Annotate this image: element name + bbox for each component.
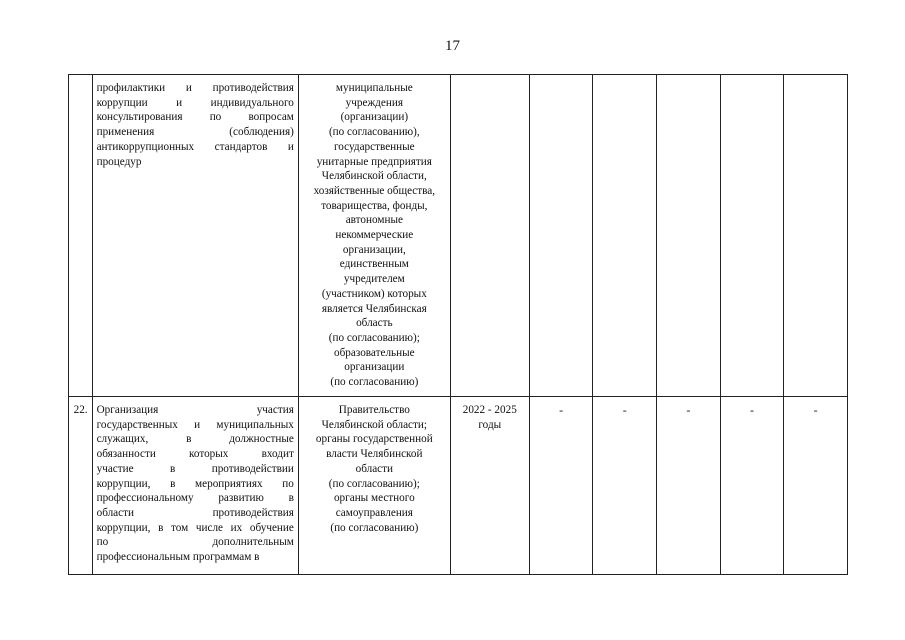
executor-line: (организации) [340,111,409,124]
executor-line: (по согласованию), [328,126,420,139]
measure-name-line: государственных и муниципальных [96,418,294,431]
executor-line: организации, [342,243,406,256]
table-row [69,75,848,397]
executor-line: хозяйственные общества, [313,184,436,197]
measure-name-cell [92,397,298,575]
value-cell [720,75,784,397]
measure-name-line: коррупции, в мероприятиях по [96,477,294,490]
term-cell [450,397,529,575]
measure-name-line: участие в противодействии [96,462,294,475]
value-cell: - [529,397,593,575]
measure-name-line: применения (соблюдения) [96,126,294,139]
page-number: 17 [445,38,460,54]
executor-line: некоммерческие [335,229,414,242]
executor-cell [298,75,450,397]
value-cell [784,75,848,397]
measure-name-cell [92,75,298,397]
measures-table [68,74,848,575]
executor-line: унитарные предприятия [316,155,432,168]
executor-line: учредителем [343,273,405,286]
measure-name-line: обязанности которых входит [96,448,294,461]
term-line: 2022 - 2025 [462,404,517,416]
executor-line: Челябинской области, [321,170,427,183]
executor-line: муниципальные [335,82,413,94]
executor-line: (по согласованию) [330,376,419,389]
executor-line: единственным [339,258,409,271]
executor-line: (по согласованию); [328,331,420,344]
measure-name-line: по дополнительным [96,536,294,549]
measure-name-line: коррупции, в том числе их обучение [96,521,294,534]
executor-line: (участником) которых [321,287,427,300]
executor-line: является Челябинская [321,302,427,315]
executor-line: органы государственной [315,433,433,446]
executor-line: Челябинской области; [321,418,427,431]
measure-name-line: антикоррупционных стандартов и [96,140,294,153]
executor-line: (по согласованию) [330,521,419,534]
value-cell [593,75,657,397]
executor-line: (по согласованию); [328,477,420,490]
executor-line: власти Челябинской [326,448,423,461]
table-row [69,397,848,575]
value-cell: - [784,397,848,575]
executor-line: автономные [345,214,403,227]
measure-name-line: профилактики и противодействия [96,82,294,94]
value-cell: - [657,397,721,575]
executor-line: государственные [334,140,415,153]
measure-name-line: консультирования по вопросам [96,111,294,124]
measure-name-line: профессиональным программам в [96,551,260,564]
executor-line: область [356,317,393,330]
executor-line: организации [344,361,405,374]
measure-name-line: области противодействия [96,506,294,519]
measure-name-line: коррупции и индивидуального [96,96,294,109]
measure-name-line: служащих, в должностные [96,433,294,446]
executor-line: области [355,462,394,475]
measure-name-line: Организация участия [96,404,294,416]
executor-line: самоуправления [335,506,413,519]
executor-line: образовательные [334,346,415,359]
row-number [69,75,93,397]
term-line: годы [478,418,502,431]
row-number: 22. [69,397,93,575]
value-cell: - [593,397,657,575]
executor-line: товарищества, фонды, [321,199,428,212]
measure-name-line: профессиональному развитию в [96,492,294,505]
measure-name-line: процедур [96,155,142,168]
executor-line: учреждения [345,96,403,109]
value-cell [529,75,593,397]
term-cell [450,75,529,397]
value-cell: - [720,397,784,575]
executor-cell [298,397,450,575]
executor-line: органы местного [333,492,415,505]
value-cell [657,75,721,397]
executor-line: Правительство [338,404,410,416]
